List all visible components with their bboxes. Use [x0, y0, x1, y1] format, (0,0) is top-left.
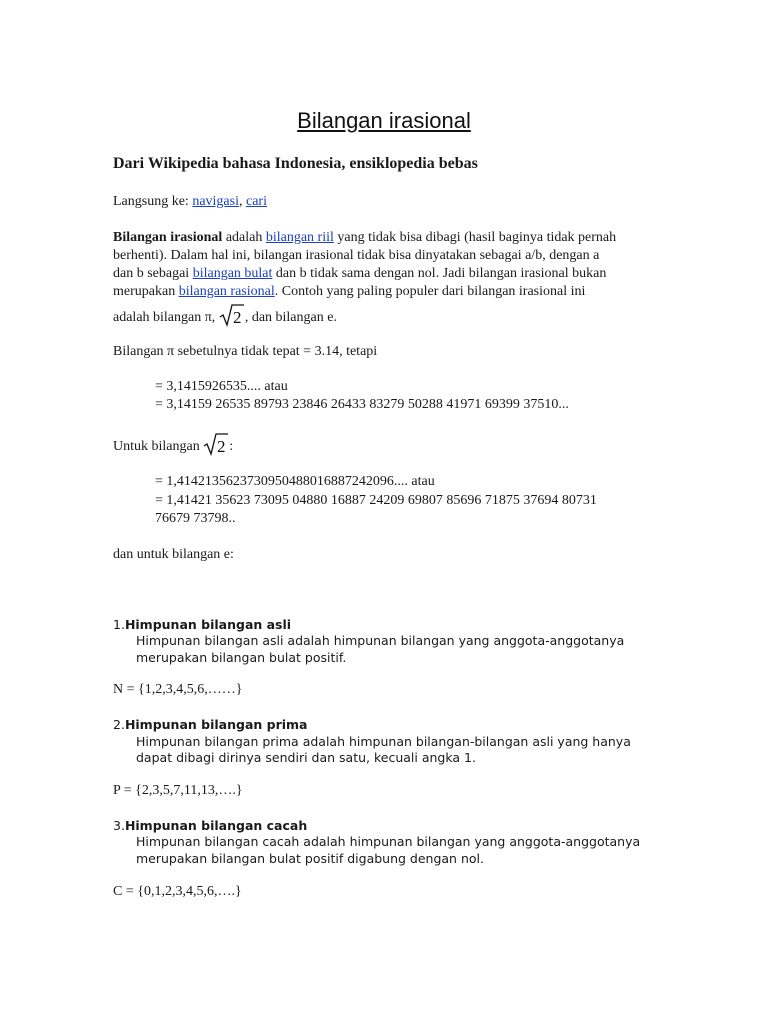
- intro-text: adalah: [222, 230, 266, 245]
- list-number: 3.: [113, 818, 125, 833]
- list-number: 1.: [113, 617, 125, 632]
- intro-text: :: [229, 439, 234, 454]
- set-item-cacah-heading: [113, 818, 307, 833]
- set-item-asli-heading: [113, 617, 291, 632]
- set-desc-line: merupakan bilangan bulat positif.: [136, 650, 347, 665]
- set-heading: Himpunan bilangan prima: [124, 717, 308, 732]
- set-notation: N = {1,2,3,4,5,6,……}: [113, 682, 243, 697]
- term-bold: Bilangan irasional: [113, 230, 223, 245]
- set-desc-line: Himpunan bilangan cacah adalah himpunan bilangan yang anggota-anggotanya: [136, 834, 641, 849]
- e-intro: dan untuk bilangan e:: [113, 547, 234, 562]
- intro-text: merupakan: [113, 284, 179, 299]
- jump-to-separator: ,: [238, 194, 246, 209]
- sqrt2-intro: [113, 432, 233, 456]
- intro-text: dan b sebagai: [113, 266, 193, 281]
- set-desc-line: merupakan bilangan bulat positif digabung dengan nol.: [136, 851, 484, 866]
- intro-text: , dan bilangan e.: [244, 310, 337, 325]
- bilangan-riil-link[interactable]: bilangan riil: [265, 230, 334, 245]
- radicand: 2: [217, 437, 226, 456]
- page-title: Bilangan irasional: [297, 108, 471, 133]
- set-desc-line: dapat dibagi dirinya sendiri dan satu, kecuali angka 1.: [136, 750, 476, 765]
- radicand: 2: [232, 308, 242, 327]
- sqrt-symbol: [219, 303, 245, 327]
- intro-line-3: [113, 265, 606, 283]
- jump-to-label: Langsung ke:: [113, 194, 193, 209]
- pi-value-1: = 3,1415926535.... atau: [155, 379, 288, 394]
- set-desc-line: Himpunan bilangan asli adalah himpunan bilangan yang anggota-anggotanya: [136, 633, 625, 648]
- set-heading: Himpunan bilangan asli: [124, 617, 292, 632]
- sqrt2-value-1: = 1,4142135623730950488016887242096.... atau: [155, 474, 435, 489]
- pi-value-2: = 3,14159 26535 89793 23846 26433 83279 50288 41971 69399 37510...: [155, 397, 569, 412]
- pi-intro: Bilangan π sebetulnya tidak tepat = 3.14, tetapi: [113, 344, 378, 359]
- bilangan-rasional-link[interactable]: bilangan rasional: [178, 284, 275, 299]
- list-number: 2.: [113, 717, 125, 732]
- intro-line-4: [113, 283, 585, 301]
- set-heading: Himpunan bilangan cacah: [124, 818, 308, 833]
- intro-line-5: [113, 303, 337, 327]
- jump-to-nav: [113, 193, 267, 211]
- intro-text: Untuk bilangan: [113, 439, 204, 454]
- page-subtitle: Dari Wikipedia bahasa Indonesia, ensiklopedia bebas: [113, 155, 478, 172]
- sqrt2-value-2: = 1,41421 35623 73095 04880 16887 24209 69807 85696 71875 37694 80731: [155, 493, 597, 508]
- radical-icon: [203, 432, 229, 456]
- radical-icon: [219, 303, 245, 327]
- intro-text: . Contoh yang paling populer dari bilangan irasional ini: [274, 284, 586, 299]
- intro-text: adalah bilangan π,: [113, 310, 219, 325]
- set-notation: P = {2,3,5,7,11,13,….}: [113, 783, 243, 798]
- intro-text: dan b tidak sama dengan nol. Jadi bilangan irasional bukan: [272, 266, 607, 281]
- set-desc-line: Himpunan bilangan prima adalah himpunan bilangan-bilangan asli yang hanya: [136, 734, 631, 749]
- navigasi-link[interactable]: navigasi: [192, 194, 239, 209]
- intro-line-2: berhenti). Dalam hal ini, bilangan irasional tidak bisa dinyatakan sebagai a/b, dengan a: [113, 248, 600, 263]
- bilangan-bulat-link[interactable]: bilangan bulat: [192, 266, 273, 281]
- set-notation: C = {0,1,2,3,4,5,6,….}: [113, 884, 242, 899]
- sqrt2-value-3: 76679 73798..: [155, 511, 236, 526]
- sqrt-symbol: [203, 432, 229, 456]
- intro-text: yang tidak bisa dibagi (hasil baginya tidak pernah: [333, 230, 617, 245]
- cari-link[interactable]: cari: [245, 194, 267, 209]
- intro-line-1: [113, 229, 616, 247]
- set-item-prima-heading: [113, 717, 307, 732]
